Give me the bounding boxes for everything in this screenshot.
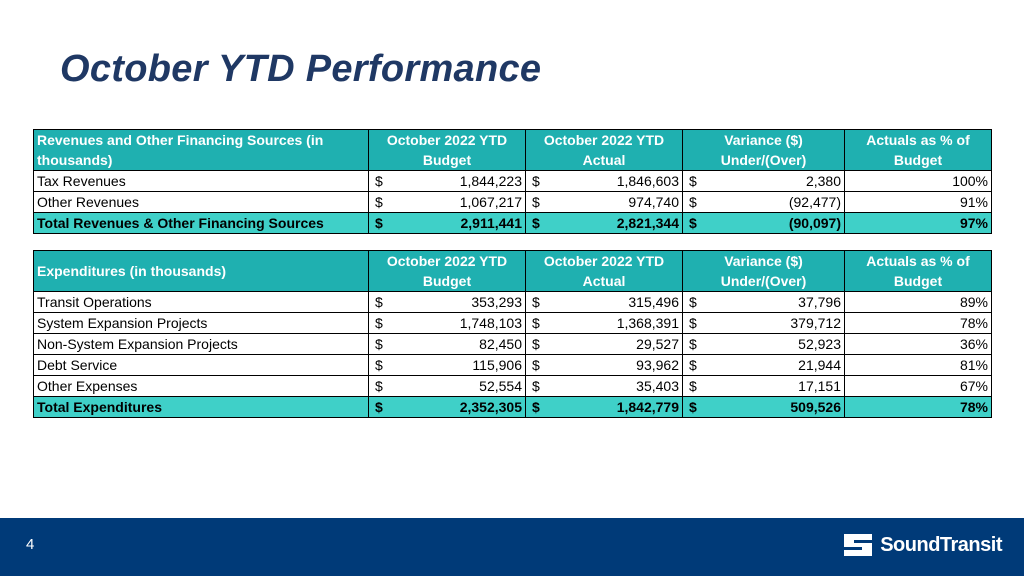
total-budget-value: 2,352,305	[389, 397, 526, 418]
table-row	[34, 192, 992, 213]
actual-value: 35,403	[546, 376, 683, 397]
expenditures-header-budget: October 2022 YTD Budget	[369, 251, 526, 292]
total-row	[34, 397, 992, 418]
currency-symbol: $	[683, 313, 703, 334]
expenditures-header-row	[34, 251, 992, 292]
row-label: Non-System Expansion Projects	[34, 334, 369, 355]
pct-value: 81%	[845, 355, 992, 376]
row-label: Other Expenses	[34, 376, 369, 397]
budget-value: 353,293	[389, 292, 526, 313]
expenditures-header-pct: Actuals as % of Budget	[845, 251, 992, 292]
sound-transit-logo	[842, 532, 1002, 558]
budget-value: 1,748,103	[389, 313, 526, 334]
revenues-header-actual: October 2022 YTD Actual	[526, 130, 683, 171]
currency-symbol: $	[683, 376, 703, 397]
variance-value: 21,944	[703, 355, 845, 376]
actual-value: 315,496	[546, 292, 683, 313]
currency-symbol: $	[526, 334, 546, 355]
total-variance-value: 509,526	[703, 397, 845, 418]
row-label: Tax Revenues	[34, 171, 369, 192]
row-label: Debt Service	[34, 355, 369, 376]
actual-value: 1,368,391	[546, 313, 683, 334]
total-budget-value: 2,911,441	[389, 213, 526, 234]
budget-value: 1,067,217	[389, 192, 526, 213]
variance-value: 17,151	[703, 376, 845, 397]
table-row	[34, 355, 992, 376]
currency-symbol: $	[683, 355, 703, 376]
page-title: October YTD Performance	[60, 48, 542, 90]
currency-symbol: $	[369, 292, 389, 313]
currency-symbol: $	[683, 397, 703, 418]
revenues-header-budget: October 2022 YTD Budget	[369, 130, 526, 171]
actual-value: 93,962	[546, 355, 683, 376]
currency-symbol: $	[369, 355, 389, 376]
total-label: Total Revenues & Other Financing Sources	[34, 213, 369, 234]
logo-text: SoundTransit	[880, 533, 1002, 556]
expenditures-table	[33, 250, 992, 418]
footer-bar	[0, 518, 1024, 576]
currency-symbol: $	[683, 334, 703, 355]
revenues-table	[33, 129, 992, 234]
currency-symbol: $	[683, 292, 703, 313]
variance-value: 37,796	[703, 292, 845, 313]
currency-symbol: $	[369, 171, 389, 192]
pct-value: 91%	[845, 192, 992, 213]
actual-value: 29,527	[546, 334, 683, 355]
currency-symbol: $	[526, 313, 546, 334]
currency-symbol: $	[369, 192, 389, 213]
table-row	[34, 313, 992, 334]
pct-value: 36%	[845, 334, 992, 355]
total-row	[34, 213, 992, 234]
revenues-header-row	[34, 130, 992, 171]
pct-value: 78%	[845, 313, 992, 334]
table-row	[34, 292, 992, 313]
row-label: Transit Operations	[34, 292, 369, 313]
currency-symbol: $	[369, 376, 389, 397]
revenues-header-variance: Variance ($) Under/(Over)	[683, 130, 845, 171]
actual-value: 1,846,603	[546, 171, 683, 192]
currency-symbol: $	[526, 292, 546, 313]
currency-symbol: $	[526, 397, 546, 418]
revenues-header-pct: Actuals as % of Budget	[845, 130, 992, 171]
total-variance-value: (90,097)	[703, 213, 845, 234]
pct-value: 89%	[845, 292, 992, 313]
variance-value: (92,477)	[703, 192, 845, 213]
expenditures-header-category: Expenditures (in thousands)	[34, 251, 369, 292]
budget-value: 52,554	[389, 376, 526, 397]
budget-value: 82,450	[389, 334, 526, 355]
total-actual-value: 2,821,344	[546, 213, 683, 234]
expenditures-header-variance: Variance ($) Under/(Over)	[683, 251, 845, 292]
currency-symbol: $	[683, 171, 703, 192]
currency-symbol: $	[526, 213, 546, 234]
currency-symbol: $	[526, 355, 546, 376]
row-label: System Expansion Projects	[34, 313, 369, 334]
currency-symbol: $	[369, 397, 389, 418]
sound-transit-logo-icon	[842, 532, 874, 558]
variance-value: 2,380	[703, 171, 845, 192]
page-number: 4	[26, 536, 35, 553]
total-actual-value: 1,842,779	[546, 397, 683, 418]
currency-symbol: $	[526, 192, 546, 213]
variance-value: 52,923	[703, 334, 845, 355]
budget-value: 1,844,223	[389, 171, 526, 192]
total-label: Total Expenditures	[34, 397, 369, 418]
pct-value: 100%	[845, 171, 992, 192]
total-pct-value: 97%	[845, 213, 992, 234]
table-row	[34, 376, 992, 397]
variance-value: 379,712	[703, 313, 845, 334]
table-row	[34, 171, 992, 192]
row-label: Other Revenues	[34, 192, 369, 213]
table-row	[34, 334, 992, 355]
currency-symbol: $	[369, 334, 389, 355]
actual-value: 974,740	[546, 192, 683, 213]
currency-symbol: $	[369, 213, 389, 234]
pct-value: 67%	[845, 376, 992, 397]
currency-symbol: $	[683, 213, 703, 234]
currency-symbol: $	[683, 192, 703, 213]
expenditures-header-actual: October 2022 YTD Actual	[526, 251, 683, 292]
budget-value: 115,906	[389, 355, 526, 376]
total-pct-value: 78%	[845, 397, 992, 418]
currency-symbol: $	[369, 313, 389, 334]
revenues-header-category: Revenues and Other Financing Sources (in thousands)	[34, 130, 369, 171]
currency-symbol: $	[526, 376, 546, 397]
currency-symbol: $	[526, 171, 546, 192]
